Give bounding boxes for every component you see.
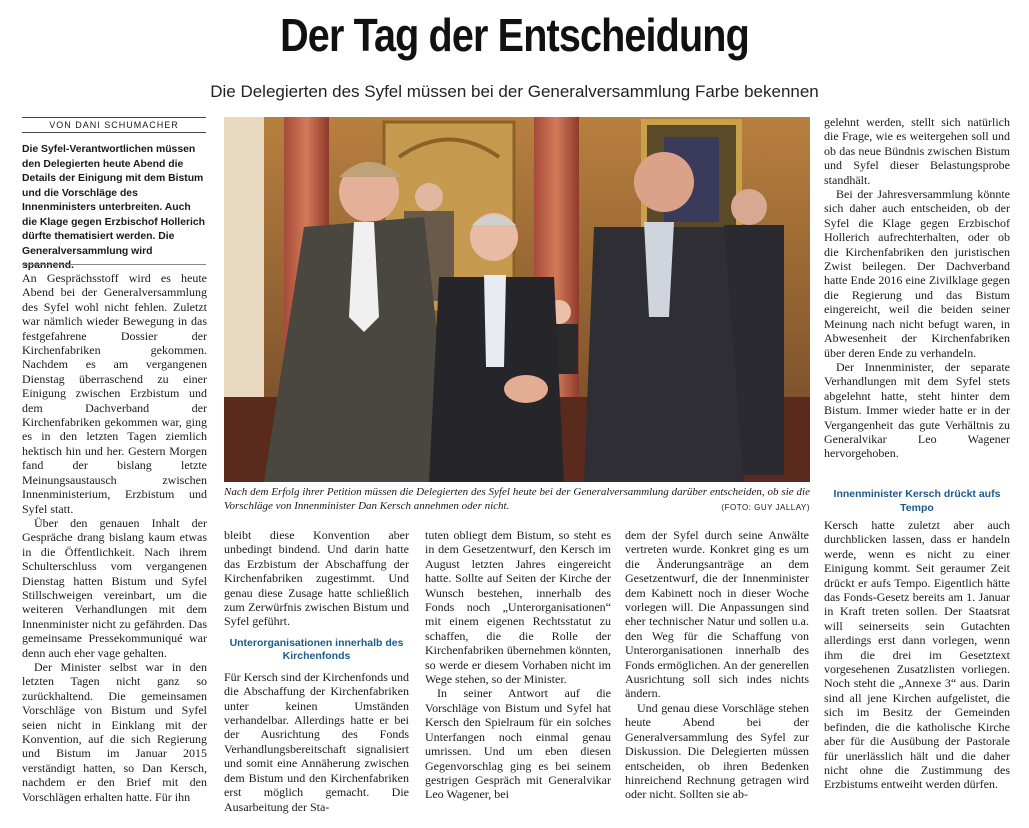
- photo-credit: (FOTO: GUY JALLAY): [721, 503, 810, 512]
- lead-paragraph: Die Syfel-Verantwortlichen müssen den Delegierten heute Abend die Details der Einigung mit dem Bistum und die Vorschläge des Innenministers unterbreiten. Auch die Klage gegen Erzbischof Hollerich dürfte thematisiert werden. Die Generalversammlung wird spannend.: [22, 144, 206, 271]
- paragraph: An Gesprächsstoff wird es heute Abend bei der Generalversammlung des Syfel wohl nicht fehlen. Zuletzt war nämlich wieder Bewegung in das festgefahrene Dossier der Kirchenfabriken gekommen. Nachdem es am vergangenen Dienstag überraschend zu einer Einigung zwischen Erzbistum und dem Dachverband der Kirchenfabriken gekommen war, ging es in den letzten Tagen ziemlich hektisch hin und her. Gestern Morgen fand der bislang letzte Meinungsaustausch zwischen Innenministerium, Erzbistum und Syfel statt.: [22, 271, 207, 516]
- paragraph: tuten obliegt dem Bistum, so steht es in dem Gesetzentwurf, den Kersch im August letzten Jahres eingereicht hatte. Sollte auf Seiten der Kirche der Wunsch bestehen, innerhalb des Fonds noch „Unterorganisationen“ mit einem eigenen Rechtsstatut zu schaffen, die die Rolle der Kirchenfabriken übernehmen könnten, so werde er diesem Vorhaben nicht im Wege stehen, so der Minister.: [425, 528, 611, 687]
- paragraph: gelehnt werden, stellt sich natürlich die Frage, wie es weitergehen soll und ob das neue Bündnis zwischen Bistum und Syfel dieser Belastungsprobe standhält.: [824, 115, 1010, 187]
- caption-text: Nach dem Erfolg ihrer Petition müssen die Delegierten des Syfel heute bei der Generalversammlung darüber entscheiden, ob sie die Vorschläge von Innenminister Dan Kersch annehmen oder nicht.: [224, 486, 810, 512]
- paragraph: Der Minister selbst war in den letzten Tagen nicht ganz so zurückhaltend. Die gemeinsamen Vorschläge von Bistum und Syfel seien nicht in Einklang mit der Konvention, auf die sich Regierung und Bistum im Januar 2015 verständigt hatten, so Dan Kersch, nachdem er den Brief mit den Vorschlägen erhalten hatte. Für ihn: [22, 659, 207, 804]
- paragraph: In seiner Antwort auf die Vorschläge von Bistum und Syfel hat Kersch den Spielraum für ein solches Unterfangen noch einmal genau umrissen. Und um eben diesen Gegenvorschlag ging es bei seinem gestrigen Gespräch mit Generalvikar Leo Wagener, bei: [425, 686, 611, 802]
- photo-caption: [224, 485, 810, 515]
- column-5: [824, 115, 1010, 461]
- paragraph: Kersch hatte zuletzt aber auch durchblicken lassen, dass er handeln werde, wenn es nicht zu einer Einigung kommt. Seit geraumer Zeit drückt er aufs Tempo. Eigentlich hätte das Fonds-Gesetz bereits am 1. Januar in Kraft treten sollen. Der Staatsrat will seinerseits sein Gutachten allerdings erst dann vorlegen, wenn ihm die drei im Gesetztext vorgesehenen Zusatzlisten vorliegen. Noch steht die „Annexe 3“ aus. Darin sind all jene Kirchen aufgelistet, die sich im Besitz der Gemeinden befinden, die die katholische Kirche aber für die Ausübung der Pastorale für unerlässlich hält und die daher nicht ohne die Zustimmung des Erzbistums entweiht werden dürfen.: [824, 518, 1010, 792]
- column-4: [625, 528, 809, 802]
- lead-divider: [22, 264, 206, 265]
- paragraph: Der Innenminister, der separate Verhandlungen mit dem Syfel stets abgelehnt hatte, steht hinter dem Bistum. Immer wieder hatte er in der Vergangenheit das gute Verhältnis zu Generalvikar Leo Wagener hervorgehoben.: [824, 359, 1010, 461]
- intertitle-2: Innenminister Kersch drückt aufs Tempo: [833, 488, 1001, 514]
- article-photo: [224, 117, 810, 482]
- paragraph: Und genau diese Vorschläge stehen heute Abend bei der Generalversammlung des Syfel zur Diskussion. Die Delegierten müssen entscheiden, ob ihren Bedenken hinreichend Rechnung getragen wird oder nicht. Sollten sie ab-: [625, 700, 809, 802]
- column-5-continued: [824, 518, 1010, 792]
- paragraph: Über den genauen Inhalt der Gespräche drang bislang kaum etwas in die Öffentlichkeit. Nach ihrem Schulterschluss vom vergangenen Dienstag hatten Bistum und Syfel Stillschweigen vereinbart, um die weiteren Verhandlungen mit dem Innenminister nicht zu gefährden. Das gemeinsame Pressekommuniqué war denn auch eher vage gehalten.: [22, 515, 207, 660]
- paragraph: Bei der Jahresversammlung könnte sich daher auch entscheiden, ob der Syfel die Klage gegen Erzbischof Hollerich aufrechterhalten, oder ob die Kirchenfabriken den juristischen Zwist beilegen. Der Dachverband hatte Ende 2016 eine Zivilklage gegen die Regierung und das Bistum eingereicht, weil die beiden seiner Meinung nach nicht befugt waren, in Abwesenheit der Kirchenfabriken über deren Ende zu verhandeln.: [824, 187, 1010, 360]
- column-1: [22, 271, 207, 804]
- subheadline: Die Delegierten des Syfel müssen bei der Generalversammlung Farbe bekennen: [210, 82, 819, 101]
- paragraph: dem der Syfel durch seine Anwälte vertreten wurde. Konkret ging es um die Änderungsanträge an dem Gesetzentwurf, die der Innenminister dem Kabinett noch in dieser Woche vorlegen will. Die Anpassungen sind eher technischer Natur und sollen u.a. den Weg für die Schaffung von Unterorganisationen innerhalb des Fonds ermöglichen. An der generellen Ausrichtung soll sich indes nichts ändern.: [625, 528, 809, 701]
- headline: Der Tag der Entscheidung: [280, 9, 749, 61]
- byline: VON DANI SCHUMACHER: [22, 117, 206, 133]
- column-3: [425, 528, 611, 802]
- column-2: [224, 528, 409, 814]
- paragraph: Für Kersch sind der Kirchenfonds und die Abschaffung der Kirchenfabriken unter keinen Umständen verhandelbar. Allerdings hatte er bei der Ausrichtung des Fonds Verhandlungsbereitschaft signalisiert und somit eine Annäherung zwischen dem Bistum und den Kirchenfabriken erst möglich gemacht. Die Ausarbeitung der Sta-: [224, 669, 409, 814]
- handshake-photo-illustration: [224, 117, 810, 482]
- intertitle: Unterorganisationen innerhalb des Kirchenfonds: [229, 636, 404, 663]
- paragraph: bleibt diese Konvention aber unbedingt bindend. Und darin hatte das Erzbistum der Abschaffung der Kirchenfabriken zugestimmt. Und genau diese Zusage hatte schließlich zum Zerwürfnis zwischen Bistum und Syfel geführt.: [224, 528, 409, 629]
